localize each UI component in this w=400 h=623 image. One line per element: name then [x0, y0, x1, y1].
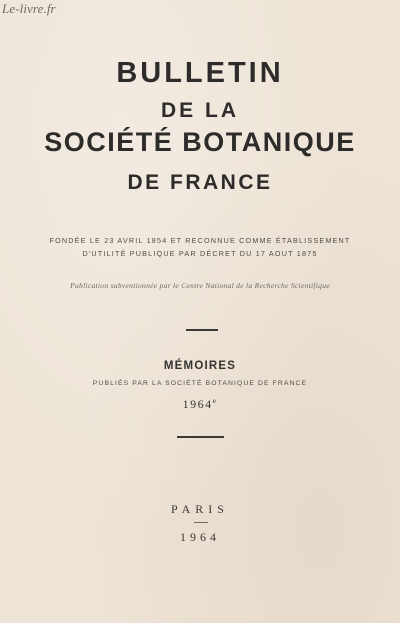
- divider-rule-top: [186, 329, 218, 331]
- section-subtitle: PUBLIÉS PAR LA SOCIÉTÉ BOTANIQUE DE FRANCE: [92, 380, 308, 387]
- founding-line-1: FONDÉE LE 23 AVRIL 1854 ET RECONNUE COMME ÉTABLISSEMENT: [49, 236, 351, 245]
- founding-line-2: D'UTILITÉ PUBLIQUE PAR DÉCRET DU 17 AOUT 1875: [82, 249, 318, 258]
- title-bulletin: BULLETIN: [116, 57, 284, 89]
- section-year-number: 1964: [182, 397, 213, 411]
- founding-statement: [0, 234, 400, 260]
- imprint-city: PARIS: [171, 502, 229, 516]
- title-de-la: DE LA: [161, 99, 239, 122]
- publication-note: Publication subventionnée par le Centre National de la Recherche Scientifique: [70, 281, 330, 290]
- section-heading: MÉMOIRES: [163, 360, 237, 372]
- section-year-suffix: e: [212, 397, 218, 405]
- watermark: Le-livre.fr: [2, 1, 56, 16]
- section-year: [0, 397, 400, 412]
- title-de-france: DE FRANCE: [127, 171, 273, 194]
- imprint-divider: [194, 522, 208, 523]
- title-societe-botanique: SOCIÉTÉ BOTANIQUE: [44, 127, 356, 157]
- divider-rule-bottom: [177, 436, 224, 438]
- imprint-year: 1964: [180, 530, 220, 544]
